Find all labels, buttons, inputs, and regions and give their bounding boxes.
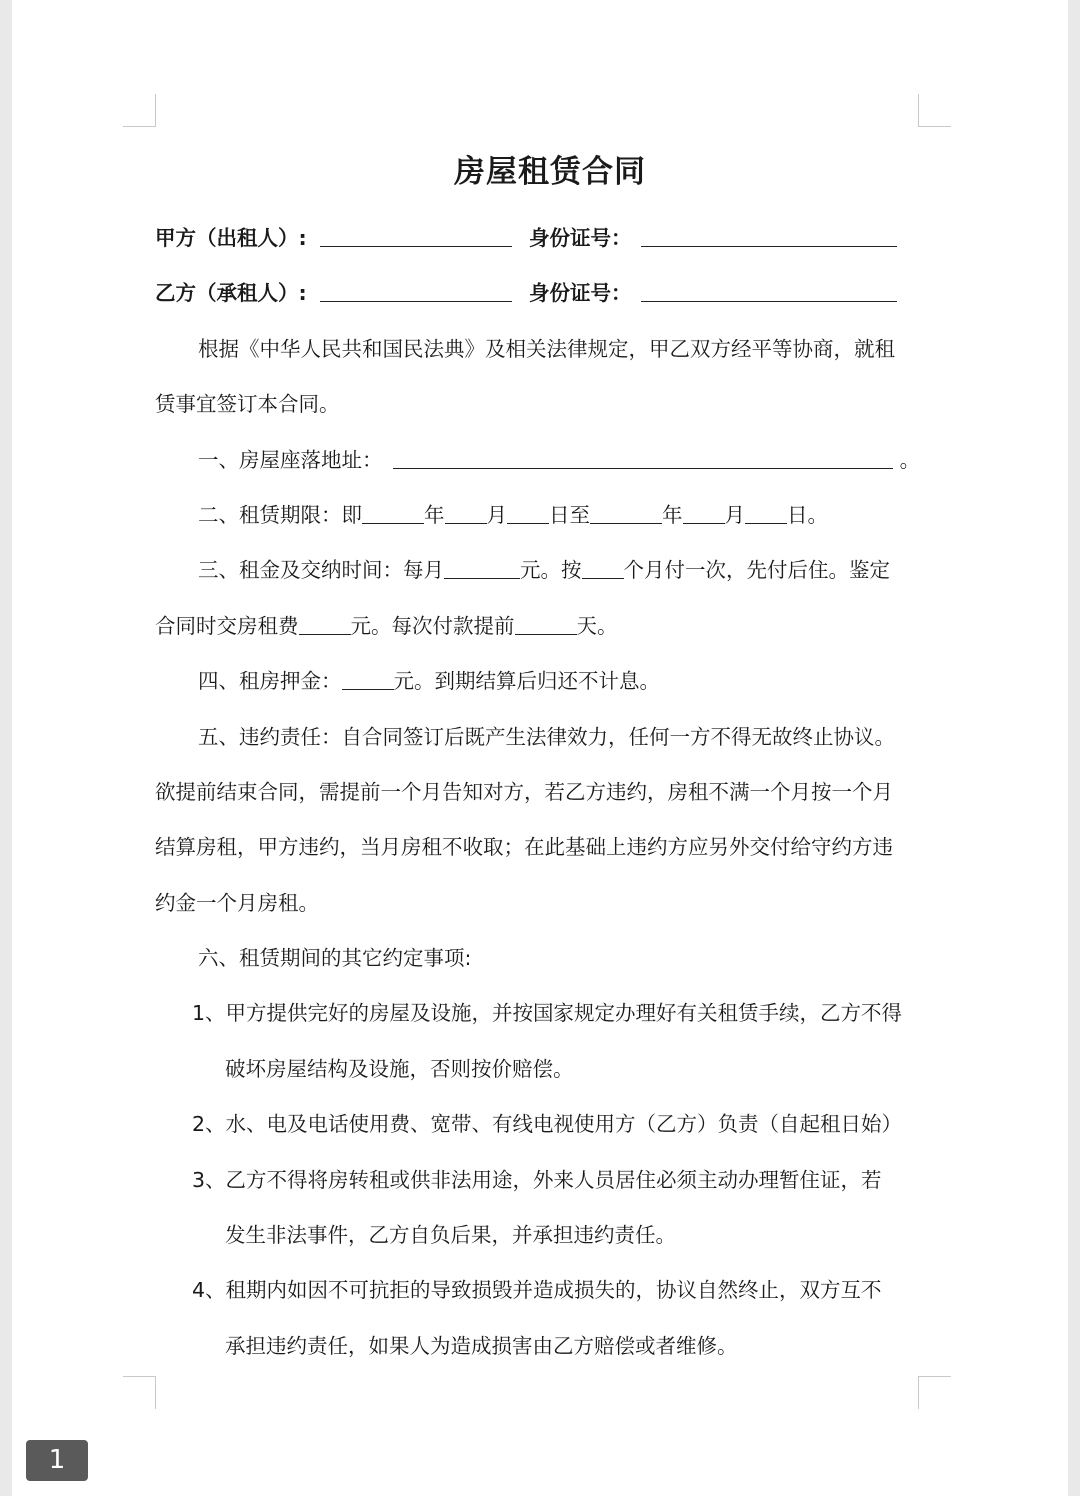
clause-3-yuan-each: 元。每次付款提前 [350,614,515,638]
start-day-blank [507,501,549,524]
party-b-name-blank [320,279,512,302]
year-text-2: 年 [662,503,683,527]
day-end-text: 日。 [787,503,828,527]
clause-1-address [198,445,920,475]
start-month-blank [445,501,487,524]
deposit-blank [342,667,394,690]
end-month-blank [683,501,725,524]
clause-5-line-2: 欲提前结束合同，需提前一个月告知对方，若乙方违约，房租不满一个月按一个月 [155,780,893,804]
clause-3-prefix: 三、租金及交纳时间：每月 [198,558,444,582]
page-number-badge[interactable]: 1 [26,1440,88,1481]
clause-2-term [198,500,828,530]
clause-6-item-3-line-2: 发生非法事件，乙方自负后果，并承担违约责任。 [225,1223,676,1247]
party-b-label: 乙方（承租人）: [155,281,307,305]
monthly-rent-blank [444,556,520,579]
address-blank [393,446,893,469]
clause-3-rent-line-1 [198,555,890,585]
clause-6-heading: 六、租赁期间的其它约定事项: [198,946,472,970]
month-text: 月 [486,503,507,527]
clause-3-days-end: 天。 [576,614,618,638]
party-b-id-blank [641,279,897,302]
month-text-2: 月 [724,503,745,527]
clause-6-item-3-line-1: 3、乙方不得将房转租或供非法用途，外来人员居住必须主动办理暂住证，若 [192,1168,882,1192]
clause-3-yuan-pay: 元。按 [520,558,582,582]
clause-2-label: 二、租赁期限：即 [198,503,362,527]
clause-6-item-2-line-1: 2、水、电及电话使用费、宽带、有线电视使用方（乙方）负责（自起租日始） [192,1112,903,1136]
day-to-text: 日至 [549,503,590,527]
party-a-id-blank [641,224,897,247]
party-a-row [155,223,897,253]
clause-6-item-1-line-2: 破坏房屋结构及设施，否则按价赔偿。 [225,1057,574,1081]
pay-months-blank [582,556,624,579]
start-year-blank [362,501,424,524]
document-title: 房屋租赁合同 [454,154,646,190]
preamble-line-2: 赁事宜签订本合同。 [155,392,340,416]
clause-4-suffix: 元。到期结算后归还不计息。 [393,669,660,693]
clause-3-line2-prefix: 合同时交房租费 [155,614,299,638]
signing-rent-blank [299,612,351,635]
margin-corner-top-right [918,94,951,127]
party-a-id-label: 身份证号： [528,226,632,250]
clause-1-label: 一、房屋座落地址： [198,448,383,472]
end-year-blank [590,501,662,524]
document-page [12,0,1068,1496]
party-b-row [155,278,897,308]
party-b-id-label: 身份证号： [528,281,632,305]
clause-5-line-1: 五、违约责任：自合同签订后既产生法律效力，任何一方不得无故终止协议。 [198,725,895,749]
clause-5-line-3: 结算房租，甲方违约，当月房租不收取；在此基础上违约方应另外交付给守约方违 [155,835,893,859]
preamble-line-1: 根据《中华人民共和国民法典》及相关法律规定，甲乙双方经平等协商，就租 [198,337,895,361]
margin-corner-bottom-left [123,1376,156,1409]
clause-5-line-4: 约金一个月房租。 [155,891,319,915]
clause-6-item-1-line-1: 1、甲方提供完好的房屋及设施，并按国家规定办理好有关租赁手续，乙方不得 [192,1001,903,1025]
advance-days-blank [515,612,577,635]
party-a-label: 甲方（出租人）: [155,226,307,250]
clause-1-end: 。 [899,448,921,472]
year-text: 年 [424,503,445,527]
party-a-name-blank [320,224,512,247]
clause-6-item-4-line-1: 4、租期内如因不可抗拒的导致损毁并造成损失的，协议自然终止，双方互不 [192,1278,882,1302]
margin-corner-bottom-right [918,1376,951,1409]
clause-3-months-text: 个月付一次，先付后住。鉴定 [623,558,890,582]
clause-4-prefix: 四、租房押金： [198,669,342,693]
clause-3-rent-line-2 [155,611,618,641]
margin-corner-top-left [123,94,156,127]
end-day-blank [745,501,787,524]
clause-6-item-4-line-2: 承担违约责任，如果人为造成损害由乙方赔偿或者维修。 [225,1334,738,1358]
clause-4-deposit [198,666,660,696]
